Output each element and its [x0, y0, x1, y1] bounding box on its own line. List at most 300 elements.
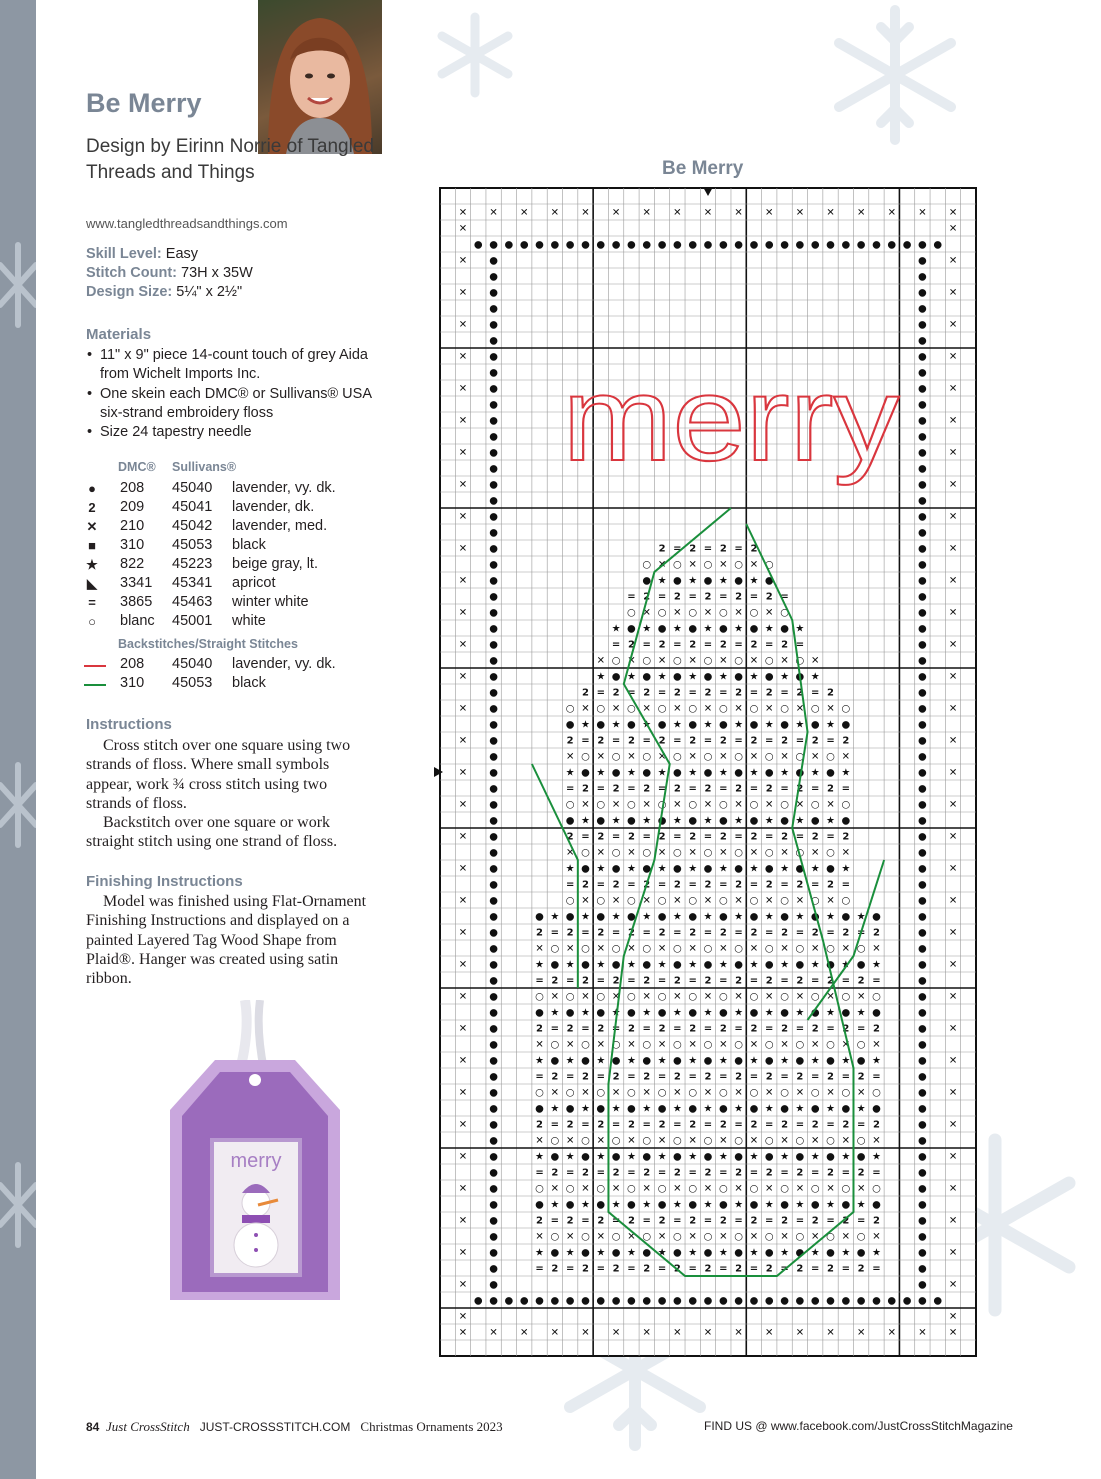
chart-stitch: 2: [735, 975, 743, 987]
chart-stitch: ●: [489, 991, 498, 1003]
chart-stitch: 2: [704, 1263, 712, 1275]
chart-stitch: =: [657, 687, 667, 699]
chart-stitch: 2: [765, 591, 773, 603]
page-title: Be Merry: [86, 88, 202, 118]
chart-stitch: ●: [489, 1247, 498, 1259]
chart-stitch: ●: [504, 1295, 514, 1307]
chart-stitch: ○: [642, 559, 652, 571]
key-dmc-number: 3865: [120, 594, 153, 610]
chart-stitch: ●: [489, 719, 498, 731]
chart-stitch: ★: [795, 623, 805, 635]
chart-stitch: 2: [582, 1167, 589, 1179]
chart-stitch: ★: [535, 1247, 545, 1259]
chart-stitch: ✕: [948, 223, 958, 235]
key-sullivans-number: 45053: [172, 537, 213, 553]
chart-stitch: ✕: [458, 287, 468, 299]
chart-stitch: ●: [489, 1119, 498, 1131]
chart-stitch: =: [535, 1071, 544, 1083]
chart-stitch: ○: [673, 1135, 682, 1147]
snowflake-icon: [0, 760, 36, 850]
chart-stitch: =: [780, 591, 789, 603]
chart-stitch: ★: [703, 719, 713, 731]
chart-stitch: ✕: [458, 639, 468, 651]
chart-stitch: 2: [689, 1023, 697, 1035]
chart-stitch: ✕: [458, 799, 468, 811]
chart-stitch: ●: [703, 575, 713, 587]
chart-stitch: ✕: [642, 207, 651, 219]
chart-stitch: =: [749, 1071, 759, 1083]
chart-stitch: 2: [750, 1215, 758, 1227]
chart-stitch: 2: [673, 1167, 681, 1179]
chart-stitch: ●: [764, 239, 774, 251]
chart-stitch: ●: [535, 911, 544, 923]
chart-stitch: 2: [750, 831, 758, 843]
chart-stitch: ●: [918, 815, 927, 827]
chart-stitch: ✕: [719, 1135, 728, 1147]
chart-stitch: ●: [673, 1247, 682, 1259]
chart-stitch: ✕: [826, 703, 835, 715]
chart-stitch: ●: [535, 1103, 544, 1115]
chart-stitch: ○: [550, 1039, 560, 1051]
chart-stitch: ✕: [948, 319, 958, 331]
chart-stitch: 2: [796, 975, 804, 987]
chart-stitch: ●: [918, 735, 927, 747]
chart-stitch: ✕: [765, 1087, 774, 1099]
key-sullivans-heading: Sullivans®: [172, 460, 237, 474]
key-color-name: winter white: [232, 594, 309, 610]
chart-stitch: ●: [688, 815, 698, 827]
chart-stitch: 2: [750, 1119, 758, 1131]
chart-stitch: ✕: [581, 207, 590, 219]
chart-stitch: 2: [735, 1071, 743, 1083]
chart-stitch: =: [856, 1119, 866, 1131]
chart-stitch: =: [841, 783, 851, 795]
chart-stitch: 2: [597, 1023, 605, 1035]
chart-stitch: ○: [718, 1087, 728, 1099]
chart-stitch: ○: [764, 1135, 774, 1147]
chart-stitch: ●: [535, 1007, 544, 1019]
chart-stitch: ●: [489, 639, 498, 651]
key-sullivans-number: 45223: [172, 556, 213, 572]
chart-stitch: 2: [781, 1023, 789, 1035]
chart-stitch: ★: [749, 1055, 759, 1067]
chart-stitch: =: [581, 831, 590, 843]
chart-stitch: ✕: [489, 207, 498, 219]
chart-stitch: ★: [703, 911, 713, 923]
chart-stitch: ✕: [458, 447, 468, 459]
chart-stitch: ○: [780, 1183, 789, 1195]
chart-stitch: ●: [918, 783, 927, 795]
chart-stitch: =: [688, 783, 697, 795]
chart-stitch: ●: [856, 1055, 866, 1067]
chart-stitch: ●: [826, 239, 835, 251]
chart-stitch: ★: [611, 623, 621, 635]
chart-stitch: =: [596, 975, 605, 987]
chart-stitch: ○: [673, 1231, 682, 1243]
chart-stitch: ●: [627, 1199, 636, 1211]
chart-stitch: 2: [612, 1167, 620, 1179]
chart-stitch: ✕: [948, 895, 958, 907]
chart-stitch: ○: [565, 1087, 575, 1099]
list-item: • One skein each DMC® or Sullivans® USA six-strand embroidery floss: [86, 385, 386, 424]
chart-stitch: 2: [811, 1215, 819, 1227]
chart-stitch: 2: [689, 735, 697, 747]
chart-stitch: ★: [550, 911, 560, 923]
chart-stitch: ●: [489, 831, 498, 843]
chart-stitch: ★: [672, 911, 682, 923]
chart-stitch: ★: [642, 1007, 652, 1019]
chart-stitch: ●: [826, 1055, 835, 1067]
chart-stitch: =: [795, 927, 805, 939]
chart-stitch: ●: [565, 1007, 575, 1019]
chart-stitch: ✕: [749, 559, 759, 571]
chart-stitch: 2: [842, 831, 850, 843]
chart-stitch: ✕: [458, 543, 468, 555]
chart-stitch: ✕: [734, 991, 743, 1003]
chart-stitch: ★: [795, 911, 805, 923]
chart-stitch: =: [841, 1071, 851, 1083]
chart-stitch: 2: [536, 1023, 544, 1035]
chart-stitch: 2: [735, 591, 743, 603]
chart-stitch: ○: [611, 847, 621, 859]
chart-stitch: =: [611, 1023, 621, 1035]
chart-stitch: ●: [565, 239, 575, 251]
chart-stitch: ○: [596, 991, 606, 1003]
chart-stitch: ●: [657, 911, 667, 923]
chart-stitch: ✕: [765, 799, 774, 811]
chart-stitch: ✕: [458, 383, 468, 395]
chart-stitch: ○: [703, 751, 713, 763]
chart-stitch: 2: [627, 1119, 635, 1131]
chart-stitch: ★: [764, 815, 774, 827]
chart-stitch: ✕: [734, 703, 743, 715]
chart-stitch: ✕: [673, 895, 682, 907]
chart-stitch: ✕: [826, 991, 835, 1003]
chart-stitch: 2: [582, 687, 589, 699]
chart-stitch: 2: [597, 831, 605, 843]
chart-stitch: 2: [612, 1071, 620, 1083]
chart-stitch: ●: [918, 415, 927, 427]
chart-stitch: ●: [611, 863, 621, 875]
chart-stitch: ✕: [565, 943, 575, 955]
chart-stitch: ●: [550, 959, 560, 971]
chart-stitch: ✕: [734, 1327, 743, 1339]
chart-stitch: =: [765, 927, 774, 939]
chart-stitch: ✕: [458, 1119, 468, 1131]
chart-stitch: =: [780, 975, 789, 987]
chart-stitch: ✕: [811, 1231, 820, 1243]
chart-stitch: 2: [551, 1263, 559, 1275]
chart-stitch: ○: [565, 703, 575, 715]
chart-stitch: =: [657, 879, 667, 891]
chart-stitch: 2: [612, 879, 620, 891]
chart-stitch: ✕: [458, 1023, 468, 1035]
chart-stitch: ○: [718, 1183, 728, 1195]
chart-stitch: ✕: [458, 255, 468, 267]
key-sullivans-number: 45040: [172, 656, 213, 672]
chart-stitch: 2: [673, 975, 681, 987]
chart-stitch: ●: [504, 239, 514, 251]
chart-stitch: =: [688, 975, 697, 987]
chart-stitch: ●: [489, 1023, 498, 1035]
chart-stitch: ★: [642, 1199, 652, 1211]
key-sullivans-number: 45042: [172, 518, 213, 534]
chart-stitch: ✕: [948, 1023, 958, 1035]
chart-stitch: ★: [703, 1103, 713, 1115]
chart-stitch: ●: [489, 1151, 498, 1163]
chart-stitch: =: [856, 1023, 866, 1035]
chart-stitch: ●: [918, 335, 927, 347]
chart-stitch: ✕: [627, 1231, 636, 1243]
chart-stitch: ★: [581, 911, 590, 923]
chart-stitch: =: [780, 879, 789, 891]
chart-stitch: ✕: [596, 1135, 605, 1147]
chart-stitch: ✕: [688, 1039, 697, 1051]
chart-stitch: =: [703, 927, 713, 939]
chart-stitch: ●: [918, 319, 927, 331]
chart-stitch: ●: [489, 1039, 498, 1051]
backstitch-row: [84, 675, 374, 694]
chart-stitch: ●: [489, 927, 498, 939]
chart-stitch: =: [703, 543, 713, 555]
chart-stitch: 2: [627, 639, 635, 651]
chart-stitch: ✕: [657, 751, 667, 763]
chart-stitch: ✕: [688, 1231, 697, 1243]
stitch-count: Stitch Count: 73H x 35W: [86, 265, 253, 281]
chart-stitch: ○: [642, 751, 652, 763]
chart-stitch: ★: [565, 1151, 575, 1163]
chart-stitch: ✕: [719, 1039, 728, 1051]
list-item: • 11" x 9" piece 14-count touch of grey Aida from Wichelt Imports Inc.: [86, 346, 386, 385]
chart-stitch: ●: [918, 751, 927, 763]
chart-stitch: ✕: [458, 1087, 468, 1099]
chart-stitch: 2: [827, 975, 834, 987]
chart-stitch: ★: [565, 1055, 575, 1067]
chart-stitch: 2: [827, 783, 834, 795]
chart-stitch: =: [811, 783, 820, 795]
chart-stitch: 2: [750, 735, 758, 747]
chart-stitch: ○: [872, 1183, 881, 1195]
chart-stitch: =: [811, 879, 820, 891]
chart-stitch: =: [765, 1215, 774, 1227]
chart-stitch: ●: [918, 559, 927, 571]
chart-stitch: 2: [643, 975, 651, 987]
chart-stitch: =: [596, 687, 605, 699]
chart-stitch: ●: [856, 959, 866, 971]
chart-stitch: ✕: [458, 735, 468, 747]
chart-stitch: ○: [734, 1135, 743, 1147]
chart-stitch: ★: [734, 815, 744, 827]
chart-stitch: ✕: [719, 1231, 728, 1243]
chart-stitch: ✕: [565, 1039, 575, 1051]
chart-stitch: 2: [719, 735, 727, 747]
chart-stitch: ★: [780, 767, 790, 779]
chart-stitch: =: [795, 639, 805, 651]
chart-stitch: ★: [672, 1199, 682, 1211]
chart-stitch: ●: [734, 575, 743, 587]
chart-stitch: ●: [611, 1055, 621, 1067]
chart-stitch: ○: [764, 751, 774, 763]
chart-stitch: ●: [489, 511, 498, 523]
chart-stitch: =: [596, 1167, 605, 1179]
chart-stitch: ●: [657, 1199, 667, 1211]
chart-stitch: =: [749, 591, 759, 603]
chart-stitch: ●: [519, 239, 529, 251]
snowflake-icon: [0, 1160, 36, 1250]
chart-stitch: 2: [811, 1119, 819, 1131]
chart-stitch: ●: [489, 687, 498, 699]
key-color-name: beige gray, lt.: [232, 556, 318, 572]
chart-stitch: ●: [627, 623, 636, 635]
chart-stitch: ★: [703, 623, 713, 635]
chart-stitch: =: [688, 879, 697, 891]
chart-stitch: ✕: [749, 847, 759, 859]
chart-stitch: ★: [718, 1151, 728, 1163]
chart-stitch: ★: [780, 671, 790, 683]
chart-stitch: =: [535, 1167, 544, 1179]
key-color-name: lavender, vy. dk.: [232, 480, 336, 496]
chart-stitch: ●: [918, 703, 927, 715]
chart-stitch: ●: [918, 1231, 927, 1243]
chart-stitch: 2: [551, 1071, 559, 1083]
magazine-name: Just CrossStitch: [106, 1419, 190, 1434]
chart-stitch: ●: [550, 1151, 560, 1163]
chart-stitch: ●: [718, 1103, 728, 1115]
chart-stitch: ○: [657, 895, 667, 907]
chart-stitch: ●: [673, 959, 682, 971]
chart-stitch: ✕: [719, 943, 728, 955]
chart-stitch: ○: [856, 943, 866, 955]
chart-stitch: ✕: [948, 735, 958, 747]
chart-stitch: ●: [734, 959, 743, 971]
chart-stitch: ✕: [550, 1087, 560, 1099]
chart-stitch: =: [535, 975, 544, 987]
chart-stitch: ✕: [458, 1183, 468, 1195]
backstitch-line-swatch: [84, 684, 106, 686]
chart-stitch: ✕: [458, 671, 468, 683]
chart-stitch: ○: [810, 895, 820, 907]
chart-stitch: =: [841, 1167, 851, 1179]
chart-stitch: =: [780, 1167, 789, 1179]
chart-stitch: ✕: [765, 703, 774, 715]
chart-stitch: =: [688, 687, 697, 699]
key-row: [84, 537, 374, 556]
chart-stitch: 2: [872, 1023, 880, 1035]
key-color-name: black: [232, 675, 266, 691]
chart-stitch: ●: [688, 1007, 698, 1019]
chart-stitch: ✕: [642, 1183, 651, 1195]
chart-stitch: =: [611, 1215, 621, 1227]
chart-stitch: ✕: [458, 767, 468, 779]
chart-stitch: ●: [810, 815, 820, 827]
chart-stitch: =: [627, 975, 636, 987]
chart-stitch: ●: [673, 1055, 682, 1067]
chart-stitch: ★: [596, 671, 606, 683]
chart-stitch: ✕: [611, 1087, 621, 1099]
chart-stitch: ●: [611, 671, 621, 683]
chart-stitch: =: [765, 831, 774, 843]
chart-stitch: ●: [688, 911, 698, 923]
chart-stitch: ★: [703, 815, 713, 827]
chart-stitch: 2: [750, 543, 758, 555]
chart-stitch: =: [688, 1263, 697, 1275]
chart-stitch: ✕: [749, 1135, 759, 1147]
chart-stitch: ●: [841, 1103, 851, 1115]
chart-stitch: ○: [718, 991, 728, 1003]
chart-stitch: ●: [489, 1231, 498, 1243]
chart-stitch: ●: [489, 863, 498, 875]
cross-stitch-chart: [434, 184, 982, 1370]
chart-stitch: ★: [795, 1199, 805, 1211]
chart-stitch: ●: [657, 1007, 667, 1019]
chart-stitch: ●: [918, 671, 927, 683]
chart-stitch: ○: [734, 751, 743, 763]
chart-stitch: ✕: [673, 703, 682, 715]
chart-stitch: 2: [658, 543, 666, 555]
chart-stitch: ★: [718, 1055, 728, 1067]
chart-stitch: ★: [810, 863, 820, 875]
chart-stitch: ✕: [627, 751, 636, 763]
chart-stitch: =: [780, 783, 789, 795]
chart-stitch: ●: [581, 1247, 590, 1259]
chart-stitch: ✕: [948, 479, 958, 491]
chart-stitch: ★: [626, 671, 636, 683]
chart-stitch: ★: [611, 719, 621, 731]
chart-stitch: ★: [734, 719, 744, 731]
chart-stitch: ✕: [673, 607, 682, 619]
chart-stitch: ★: [565, 767, 575, 779]
chart-stitch: ●: [918, 1087, 927, 1099]
chart-stitch: ○: [764, 655, 774, 667]
chart-stitch: ○: [673, 559, 682, 571]
chart-stitch: ✕: [872, 1231, 881, 1243]
chart-stitch: ●: [918, 1215, 927, 1227]
chart-stitch: ★: [718, 575, 728, 587]
chart-stitch: ○: [718, 703, 728, 715]
chart-stitch: ●: [918, 959, 927, 971]
chart-stitch: ○: [627, 703, 636, 715]
chart-stitch: ●: [703, 1247, 713, 1259]
chart-stitch: ●: [581, 1055, 590, 1067]
chart-stitch: ★: [718, 863, 728, 875]
chart-stitch: =: [627, 1263, 636, 1275]
chart-stitch: ★: [871, 1151, 881, 1163]
chart-stitch: ○: [688, 703, 698, 715]
chart-stitch: 2: [689, 543, 697, 555]
key-symbol: ■: [88, 538, 96, 553]
chart-stitch: ●: [826, 767, 835, 779]
chart-stitch: =: [611, 1119, 621, 1131]
chart-stitch: ★: [856, 1007, 866, 1019]
chart-stitch: ★: [841, 959, 851, 971]
chart-stitch: =: [581, 735, 590, 747]
chart-stitch: 2: [566, 1119, 574, 1131]
chart-stitch: =: [872, 1167, 881, 1179]
chart-stitch: ●: [489, 287, 498, 299]
chart-stitch: 2: [827, 687, 834, 699]
instructions-paragraph: Cross stitch over one square using two strands of floss. Where small symbols appear, work ¾ cross stitch using two strands of floss.: [86, 737, 351, 812]
chart-stitch: =: [550, 1023, 560, 1035]
chart-stitch: ●: [627, 911, 636, 923]
chart-stitch: ●: [918, 447, 927, 459]
chart-stitch: ●: [627, 1103, 636, 1115]
footer-social[interactable]: FIND US @ www.facebook.com/JustCrossStitchMagazine: [704, 1419, 1013, 1433]
chart-stitch: 2: [643, 1263, 651, 1275]
chart-stitch: ●: [565, 911, 575, 923]
chart-stitch: ✕: [948, 1327, 958, 1339]
chart-stitch: ○: [841, 703, 851, 715]
chart-stitch: 2: [582, 1071, 589, 1083]
